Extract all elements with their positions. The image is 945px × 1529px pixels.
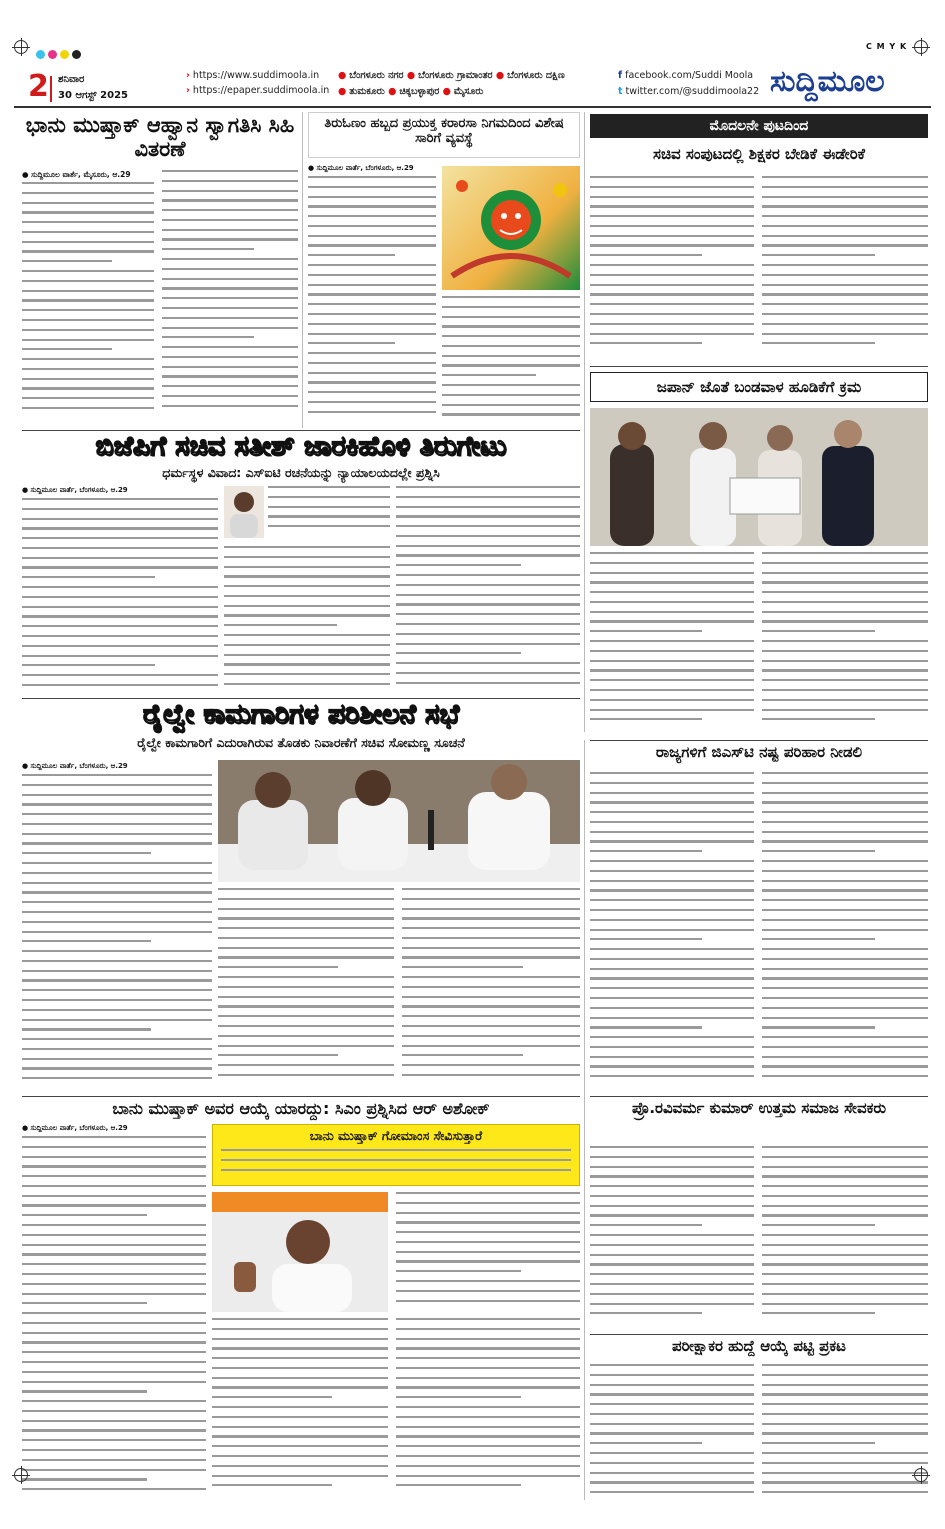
bjp-satish-headline: ಬಿಜೆಪಿಗೆ ಸಚಿವ ಸತೀಶ್ ಜಾರಕಿಹೊಳಿ ತಿರುಗೇಟು — [95, 431, 507, 462]
divider — [22, 1096, 580, 1097]
exam-body-col1 — [590, 1364, 754, 1502]
editions-row2: ● ತುಮಕೂರು ● ಚಿಕ್ಕಬಳ್ಳಾಪುರ ● ಮೈಸೂರು — [338, 86, 484, 97]
railway-body-col2 — [218, 888, 394, 1092]
banu-welcome-byline: ● ಸುದ್ದಿಮೂಲ ವಾರ್ತೆ, ಮೈಸೂರು, ಆ.29 — [22, 170, 131, 179]
ashok-box-title: ಬಾನು ಮುಷ್ತಾಕ್ ಗೋಮಾಂಸ ಸೇವಿಸುತ್ತಾರೆ — [309, 1128, 483, 1143]
japan-headline: ಜಪಾನ್ ಜೊತೆ ಬಂಡವಾಳ ಹೂಡಿಕೆಗೆ ಕ್ರಮ — [656, 378, 862, 396]
teachers-body-col2 — [762, 176, 928, 356]
gst-headline: ರಾಜ್ಯಗಳಿಗೆ ಜಿಎಸ್‌ಟಿ ನಷ್ಟ ಪರಿಹಾರ ನೀಡಲಿ — [655, 743, 863, 761]
day: ಶನಿವಾರ — [58, 74, 85, 85]
divider — [590, 366, 928, 367]
gst-body-col1 — [590, 772, 754, 1090]
bjp-satish-byline: ● ಸುದ್ದಿಮೂಲ ವಾರ್ತೆ, ಬೆಂಗಳೂರು, ಆ.29 — [22, 486, 128, 494]
exam-body-col2 — [762, 1364, 928, 1502]
onam-byline: ● ಸುದ್ದಿಮೂಲ ವಾರ್ತೆ, ಬೆಂಗಳೂರು, ಆ.29 — [308, 164, 414, 172]
railway-body-col3 — [402, 888, 580, 1092]
divider — [590, 1096, 928, 1097]
teachers-body-col1 — [590, 176, 754, 356]
ashok-box-body — [221, 1149, 571, 1183]
editions-row1: ● ಬೆಂಗಳೂರು ನಗರ ● ಬೆಂಗಳೂರು ಗ್ರಾಮಾಂತರ ● ಬೆಂಗಳೂರು ದಕ್ಷಿಣ — [338, 70, 565, 81]
railway-headline: ರೈಲ್ವೇ ಕಾಮಗಾರಿಗಳ ಪರಿಶೀಲನೆ ಸಭೆ — [143, 699, 459, 730]
onam-headline-box — [308, 112, 580, 158]
onam-headline: ತಿರುಓಣಂ ಹಬ್ಬದ ಪ್ರಯುಕ್ತ ಕರಾರಸಾ ನಿಗಮದಿಂದ ವಿಶೇಷ ಸಾರಿಗೆ ವ್ಯವಸ್ಥೆ — [324, 116, 564, 146]
satish-portrait — [224, 486, 264, 538]
bjp-satish-body-col2a — [268, 486, 390, 540]
column-divider — [302, 112, 303, 428]
page-number: 2 — [28, 69, 49, 104]
column-divider — [584, 740, 585, 1500]
section-label: ಮೊದಲನೇ ಪುಟದಿಂದ — [590, 114, 928, 138]
divider — [590, 1334, 928, 1335]
railway-subheadline: ರೈಲ್ವೇ ಕಾಮಗಾರಿಗೆ ಎದುರಾಗಿರುವ ತೊಡಕು ನಿವಾರಣೆಗೆ ಸಚಿವ ಸೋಮಣ್ಣ ಸೂಚನೆ — [137, 735, 465, 750]
website-link[interactable]: › https://www.suddimoola.in — [186, 70, 320, 81]
facebook-link[interactable]: f facebook.com/Suddi Moola — [618, 70, 754, 81]
date: 30 ಆಗಸ್ಟ್ 2025 — [58, 90, 128, 101]
divider — [50, 76, 52, 102]
banu-welcome-headline: ಭಾನು ಮುಷ್ತಾಕ್ ಆಹ್ವಾನ ಸ್ವಾಗತಿಸಿ ಸಿಹಿ ವಿತರಣೆ — [25, 113, 295, 161]
column-divider — [584, 112, 585, 732]
ravivarma-body-col1 — [590, 1146, 754, 1328]
japan-headline-box — [590, 372, 928, 402]
color-dots — [36, 44, 84, 63]
japan-body-col1 — [590, 552, 754, 732]
ashok-headline: ಬಾನು ಮುಷ್ತಾಕ್ ಅವರ ಆಯ್ಕೆ ಯಾರದ್ದು: ಸಿಎಂ ಪ್ರಶ್ನಿಸಿದ ಆರ್ ಅಶೋಕ್ — [112, 1099, 490, 1118]
bjp-satish-subheadline: ಧರ್ಮಸ್ಥಳ ವಿವಾದ: ಎಸ್ಐಟಿ ರಚನೆಯನ್ನು ನ್ಯಾಯಾಲಯದಲ್ಲೇ ಪ್ರಶ್ನಿಸಿ — [162, 465, 440, 480]
ravivarma-headline: ಪ್ರೊ.ರವಿವರ್ಮ ಕುಮಾರ್ ಉತ್ತಮ ಸಮಾಜ ಸೇವಕರು — [631, 1099, 887, 1117]
bjp-satish-body-col1 — [22, 498, 218, 694]
exam-headline: ಪರೀಕ್ಷಾಕರ ಹುದ್ದೆ ಆಯ್ಕೆ ಪಟ್ಟಿ ಪ್ರಕಟ — [672, 1337, 846, 1355]
cmyk-label: C M Y K — [866, 42, 908, 51]
ashok-body-col2 — [212, 1318, 388, 1502]
banu-welcome-body-col1 — [22, 182, 154, 418]
railway-body-col1 — [22, 774, 212, 1092]
ashok-body-col1 — [22, 1136, 206, 1502]
gst-body-col2 — [762, 772, 928, 1090]
banu-welcome-body-col2 — [162, 170, 298, 418]
ashok-body-col3a — [396, 1192, 580, 1312]
twitter-link[interactable]: t twitter.com/@suddimoola22 — [618, 86, 760, 97]
registration-mark — [914, 1468, 928, 1482]
epaper-link[interactable]: › https://epaper.suddimoola.in — [186, 85, 330, 96]
railway-meeting-photo — [218, 760, 580, 882]
bjp-satish-body-col2b — [224, 546, 390, 694]
ashok-photo — [212, 1192, 388, 1312]
onam-kathakali-image — [442, 166, 580, 290]
ashok-body-col3b — [396, 1318, 580, 1502]
ashok-highlight-box — [212, 1124, 580, 1186]
registration-mark — [14, 40, 28, 54]
onam-body-col2 — [442, 296, 580, 426]
registration-mark — [14, 1468, 28, 1482]
ravivarma-body-col2 — [762, 1146, 928, 1328]
registration-mark — [914, 40, 928, 54]
ashok-byline: ● ಸುದ್ದಿಮೂಲ ವಾರ್ತೆ, ಬೆಂಗಳೂರು, ಆ.29 — [22, 1124, 128, 1132]
railway-byline: ● ಸುದ್ದಿಮೂಲ ವಾರ್ತೆ, ಬೆಂಗಳೂರು, ಆ.29 — [22, 762, 128, 770]
bjp-satish-body-col3 — [396, 486, 580, 694]
header-rule — [14, 106, 931, 108]
japan-meeting-photo — [590, 408, 928, 546]
divider — [590, 740, 928, 741]
teachers-headline: ಸಚಿವ ಸಂಪುಟದಲ್ಲಿ ಶಿಕ್ಷಕರ ಬೇಡಿಕೆ ಈಡೇರಿಕೆ — [653, 145, 865, 163]
onam-body-col1 — [308, 176, 436, 426]
masthead-logo: ಸುದ್ದಿಮೂಲ — [770, 64, 885, 99]
japan-body-col2 — [762, 552, 928, 732]
